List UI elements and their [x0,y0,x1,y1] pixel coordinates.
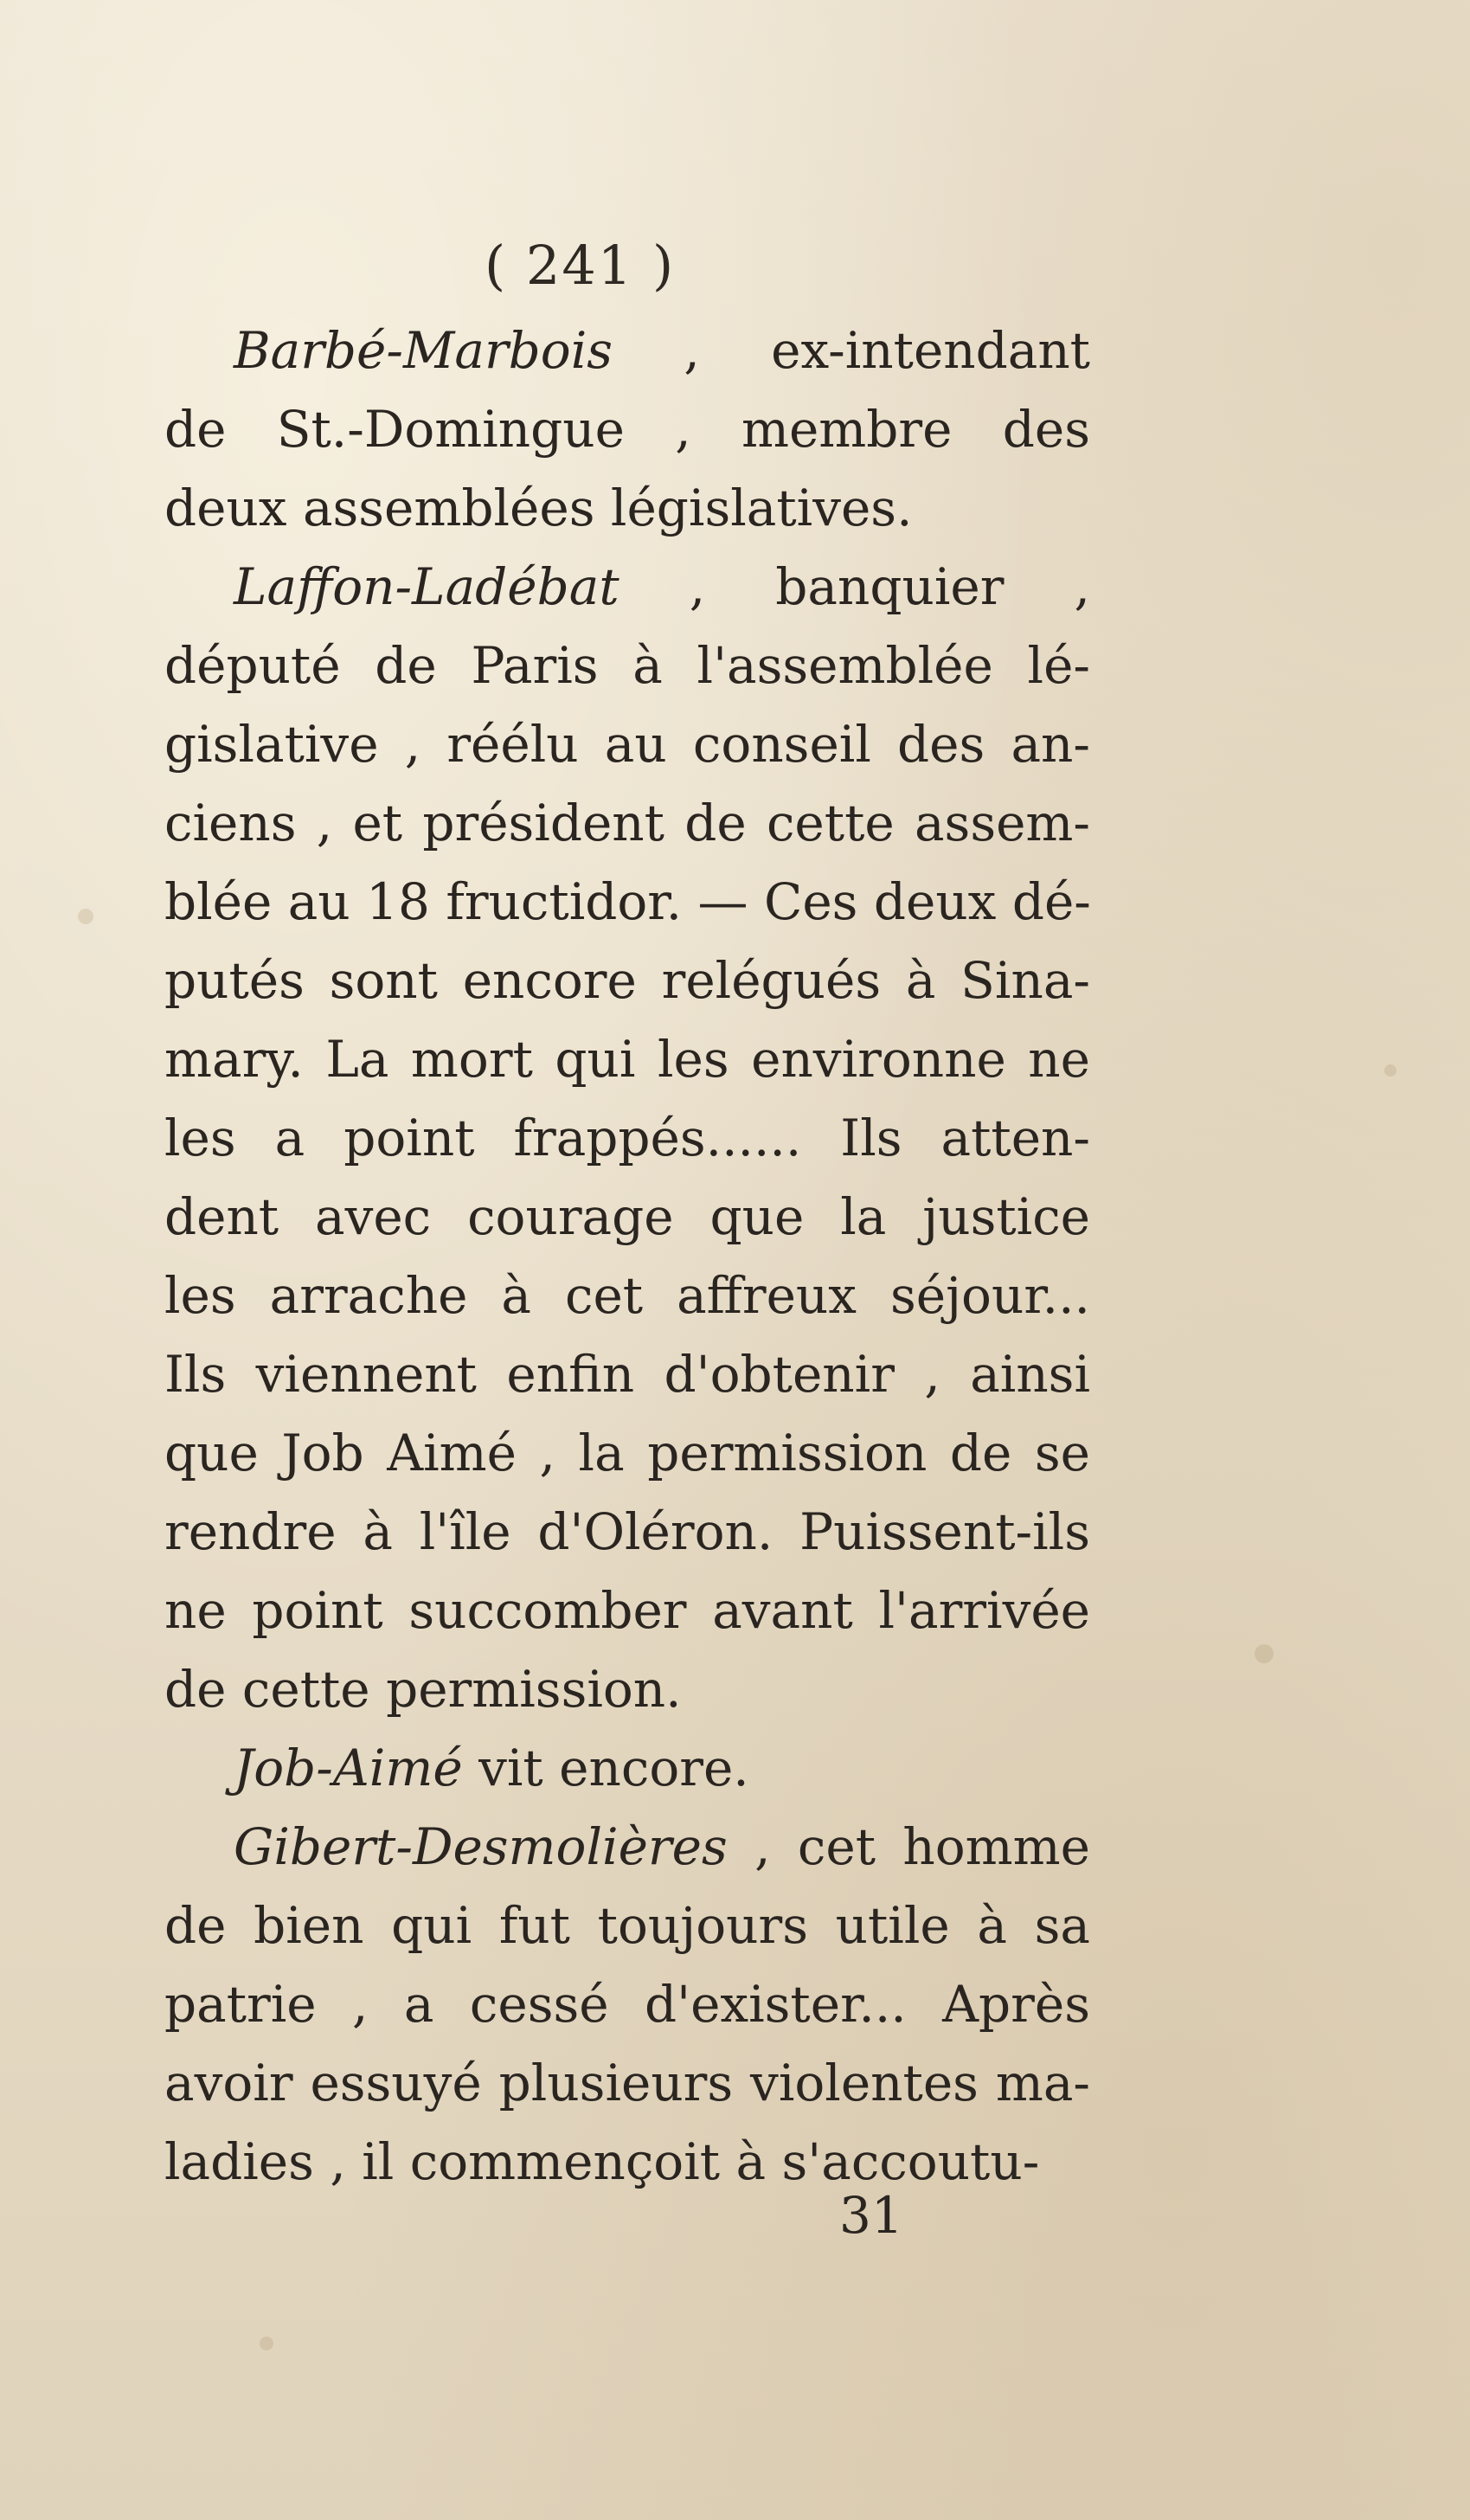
foxing-spot [1384,1064,1396,1077]
text-segment: de bien qui fut toujours utile à sa [164,1896,1090,1955]
text-line [164,1178,1090,1257]
text-line [164,1572,1090,1650]
foxing-spot [260,2337,273,2350]
text-segment: ladies , il commençoit à s'accoutu- [164,2132,1040,2191]
paragraph-first-line [164,1729,1090,1808]
person-name: Job-Aimé [234,1739,463,1797]
text-segment: patrie , a cessé d'exister... Après [164,1975,1090,2034]
text-segment: gislative , réélu au conseil des an- [164,715,1090,774]
text-line [164,2123,1090,2202]
text-segment: ciens , et président de cette assem- [164,794,1090,852]
text-line [164,1257,1090,1335]
person-name: Gibert-Desmolières [234,1817,728,1876]
person-name: Barbé-Marbois [234,321,613,380]
text-line [164,1099,1090,1178]
person-name: Laffon-Ladébat [234,557,619,616]
text-line [164,863,1090,942]
body-text [164,312,1090,2202]
text-line [164,1335,1090,1414]
text-segment: que Job Aimé , la permission de se [164,1424,1090,1482]
text-segment: avoir essuyé plusieurs violentes ma- [164,2054,1090,2112]
text-segment: rendre à l'île d'Oléron. Puissent-ils [164,1502,1090,1561]
text-segment: vit encore. [462,1739,749,1797]
foxing-spot [78,909,93,924]
text-segment: député de Paris à l'assemblée lé- [164,636,1090,695]
text-segment: les arrache à cet affreux séjour... [164,1266,1090,1325]
text-line [164,705,1090,784]
text-segment: mary. La mort qui les environne ne [164,1030,1090,1089]
text-segment: , cet homme [727,1817,1090,1876]
text-line [164,1650,1090,1729]
paragraph-first-line [164,548,1090,627]
text-line [164,1414,1090,1493]
text-segment: Ils viennent enfin d'obtenir , ainsi [164,1345,1090,1404]
text-segment: de cette permission. [164,1660,682,1719]
page-number: ( 241 ) [485,234,676,297]
text-line [164,1020,1090,1099]
text-line [164,1965,1090,2044]
text-segment: dent avec courage que la justice [164,1187,1090,1246]
text-line [164,1493,1090,1572]
text-segment: , ex-intendant [613,321,1090,380]
text-segment: , banquier , [619,557,1090,616]
text-segment: les a point frappés...... Ils atten- [164,1109,1090,1167]
text-line [164,784,1090,863]
text-segment: putés sont encore relégués à Sina- [164,951,1090,1010]
text-line [164,627,1090,705]
text-segment: de St.-Domingue , membre des [164,400,1090,459]
paragraph-first-line [164,1808,1090,1887]
text-segment: ne point succomber avant l'arrivée [164,1581,1090,1640]
foxing-spot [1255,1644,1274,1663]
text-line [164,469,1090,548]
text-line [164,390,1090,469]
text-line [164,2044,1090,2123]
text-segment: blée au 18 fructidor. — Ces deux dé- [164,872,1091,931]
text-line [164,942,1090,1020]
text-segment: deux assemblées législatives. [164,479,913,537]
signature-mark: 31 [839,2186,903,2245]
text-line [164,1887,1090,1965]
paragraph-first-line [164,312,1090,390]
